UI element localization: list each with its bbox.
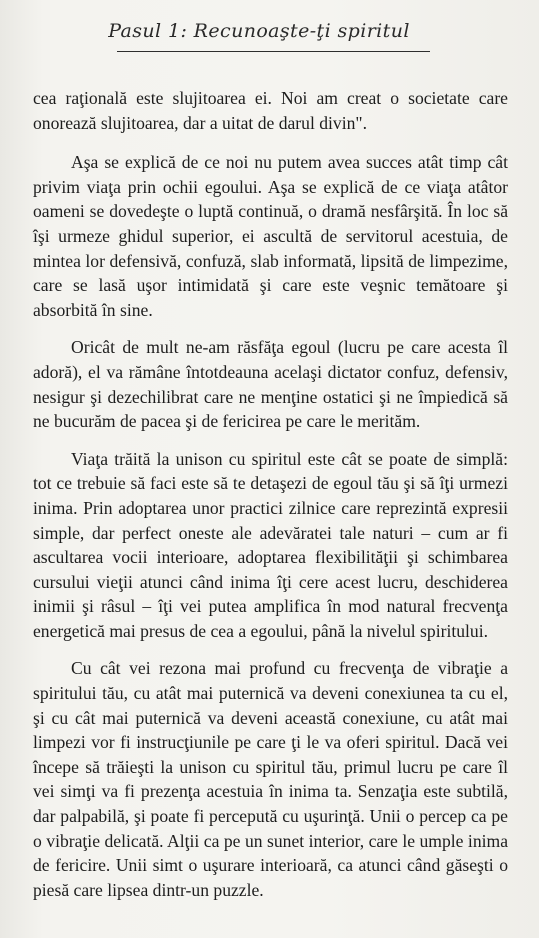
body-text xyxy=(33,86,508,902)
header-rule xyxy=(117,51,430,52)
paragraph-3: Oricât de mult ne-am răsfăţa egoul (lucru pe care acesta îl adoră), el va rămâne întotdeauna acelaşi dictator confuz, defensiv, nesigur şi dezechilibrat care ne menţine ostatici şi ne împiedică să ne bucurăm de pacea şi de fericirea pe care le merităm. xyxy=(33,337,508,432)
paragraph-5: Cu cât vei rezona mai profund cu frecvenţa de vibraţie a spiritului tău, cu atât mai puternică va deveni conexiunea ta cu el, şi cu cât mai puternică va deveni această conexiune, cu atât mai limpezi vor fi instrucţiunile pe care ţi le va oferi spiritul. Dacă vei începe să trăieşti la unison cu spiritul tău, primul lucru pe care îl vei simţi va fi prezenţa acestuia în inima ta. Senzaţia este subtilă, dar palpabilă, şi poate fi percepută cu uşurinţă. Unii o percep ca pe o vibraţie delicată. Alţii ca pe un sunet interior, care le umple inima de fericire. Unii simt o uşurare interioară, ca atunci când găseşti o piesă care lipsea dintr-un puzzle. xyxy=(33,658,508,900)
running-head-title: Pasul 1: Recunoaşte-ţi spiritul xyxy=(108,20,410,42)
paragraph-2: Aşa se explică de ce noi nu putem avea succes atât timp cât privim viaţa prin ochii egoului. Aşa se explică de ce viaţa atâtor oameni se dovedeşte o luptă continuă, o dramă nesfârşită. În loc să îşi urmeze ghidul superior, ei ascultă de servitorul acestuia, de mintea lor defensivă, confuză, slab informată, lipsită de limpezime, care se lasă uşor intimidată şi care este veşnic temătoare şi absorbită în sine. xyxy=(33,152,508,320)
paragraph-1: cea raţională este slujitoarea ei. Noi am creat o societate care onorează slujitoarea, dar a uitat de darul divin". xyxy=(33,88,508,133)
paragraph-4: Viaţa trăită la unison cu spiritul este cât se poate de simplă: tot ce trebuie să faci este să te detaşezi de egoul tău şi să îţi urmezi inima. Prin adoptarea unor practici zilnice care reprezintă expresii simple, dar perfect oneste ale adevăratei tale naturi – cum ar fi ascultarea vocii interioare, adoptarea flexibilităţii şi schimbarea cursului vieţii atunci când inima îţi cere acest lucru, deschiderea inimii şi râsul – îţi vei putea amplifica în mod natural frecvenţa energetică mai presus de cea a egoului, până la nivelul spiritului. xyxy=(33,448,508,641)
